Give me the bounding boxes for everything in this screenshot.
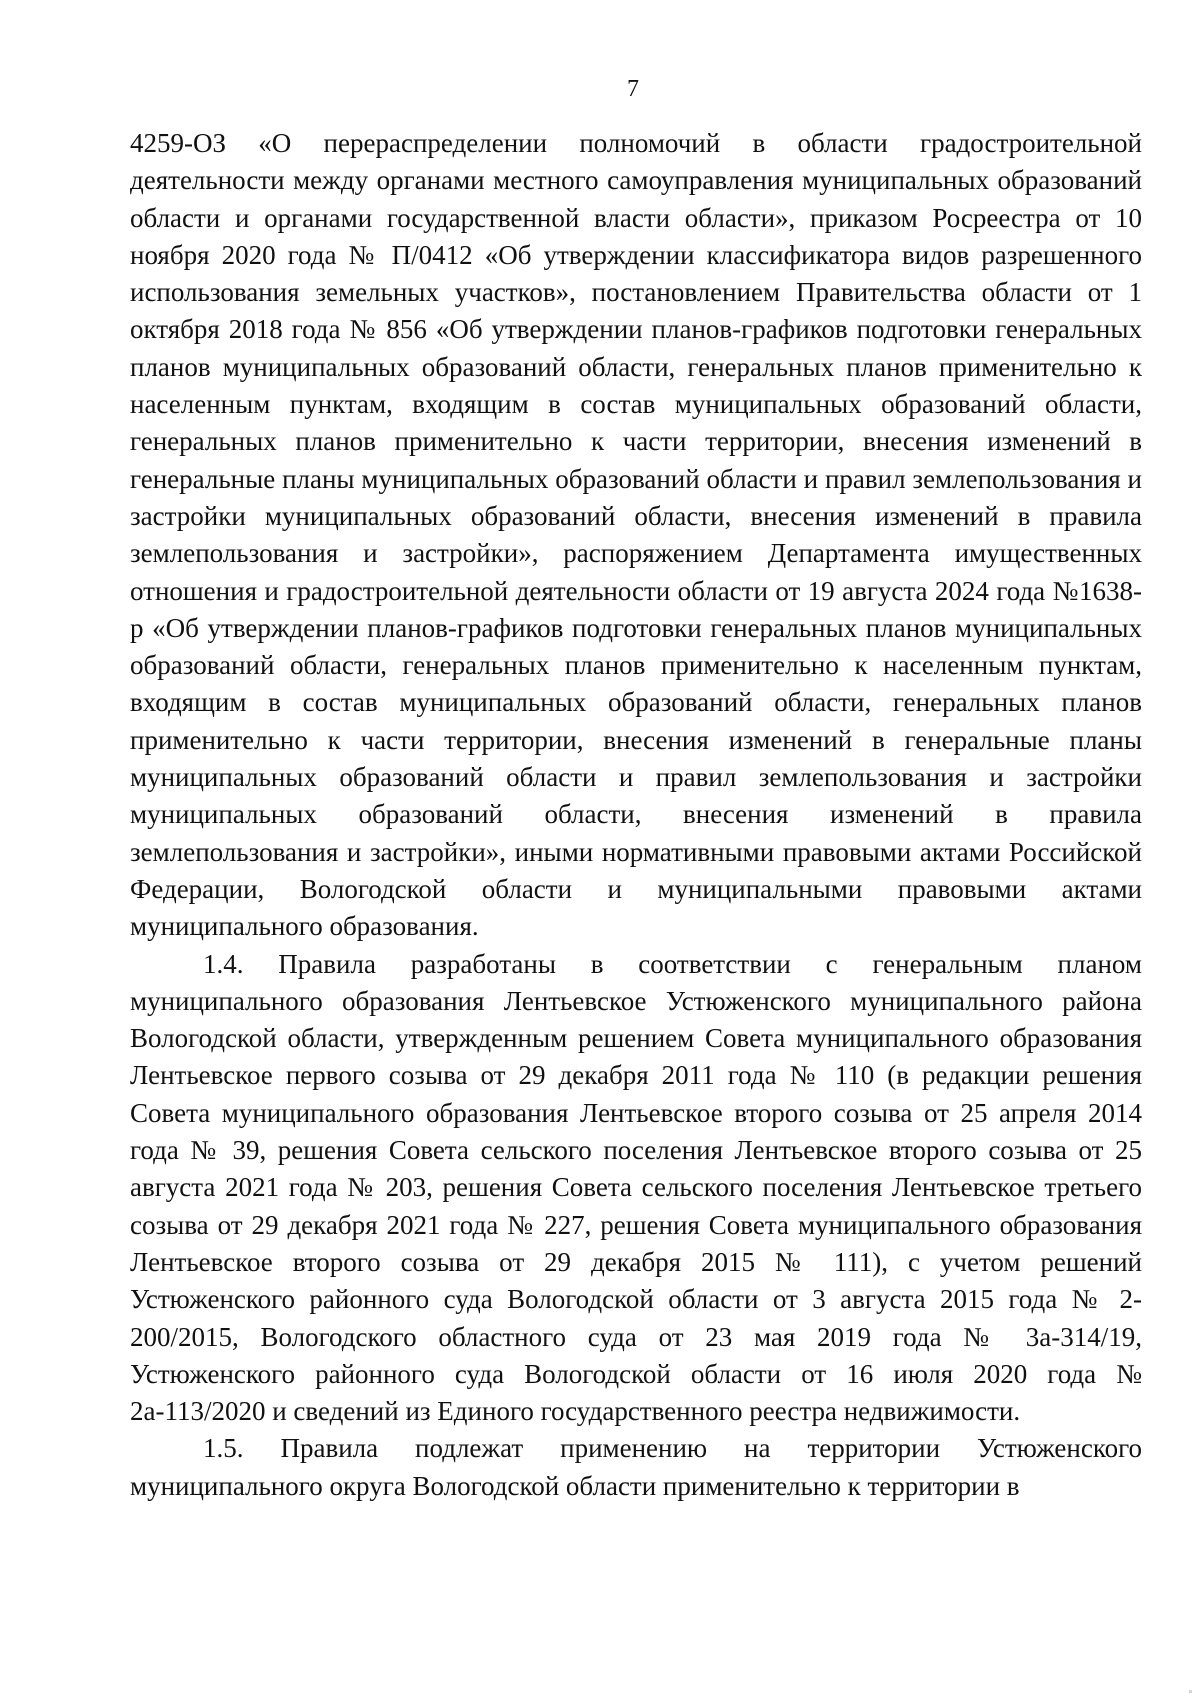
page-number: 7 xyxy=(627,76,639,102)
paragraph-1-4: 1.4. Правила разработаны в соответствии с генеральным планом муниципального образования Лентьевское Устюженского муниципального района Вологодской области, утвержденным решением Совета муниципального образования Лентьевское первого созыва от 29 декабря 2011 года № 110 (в редакции решения Совета муниципального образования Лентьевское второго созыва от 25 апреля 2014 года № 39, решения Совета сельского поселения Лентьевское второго созыва от 25 августа 2021 года № 203, решения Совета сельского поселения Лентьевское третьего созыва от 29 декабря 2021 года № 227, решения Совета муниципального образования Лентьевское второго созыва от 29 декабря 2015 № 111), с учетом решений Устюженского районного суда Вологодской области от 3 августа 2015 года № 2-200/2015, Вологодского областного суда от 23 мая 2019 года № 3а-314/19, Устюженского районного суда Вологодской области от 16 июля 2020 года № 2а-113/2020 и сведений из Единого государственного реестра недвижимости. xyxy=(130,948,1142,1427)
paragraph-1-5: 1.5. Правила подлежат применению на территории Устюженского муниципального округа Вологодской области применительно к территории в xyxy=(130,1433,1142,1501)
scan-artifact xyxy=(1189,1690,1192,1693)
paragraph-continuation: 4259-ОЗ «О перераспределении полномочий в области градостроительной деятельности между органами местного самоуправления муниципальных образований области и органами государственной власти области», приказом Росреестра от 10 ноября 2020 года № П/0412 «Об утверждении классификатора видов разрешенного использования земельных участков», постановлением Правительства области от 1 октября 2018 года № 856 «Об утверждении планов-графиков подготовки генеральных планов муниципальных образований области, генеральных планов применительно к населенным пунктам, входящим в состав муниципальных образований области, генеральных планов применительно к части территории, внесения изменений в генеральные планы муниципальных образований области и правил землепользования и застройки муниципальных образований области, внесения изменений в правила землепользования и застройки», распоряжением Департамента имущественных отношения и градостроительной деятельности области от 19 августа 2024 года №1638-р «Об утверждении планов-графиков подготовки генеральных планов муниципальных образований области, генеральных планов применительно к населенным пунктам, входящим в состав муниципальных образований области, генеральных планов применительно к части территории, внесения изменений в генеральные планы муниципальных образований области и правил землепользования и застройки муниципальных образований области, внесения изменений в правила землепользования и застройки», иными нормативными правовыми актами Российской Федерации, Вологодской области и муниципальными правовыми актами муниципального образования. xyxy=(130,128,1142,942)
body-text xyxy=(130,125,1142,1505)
